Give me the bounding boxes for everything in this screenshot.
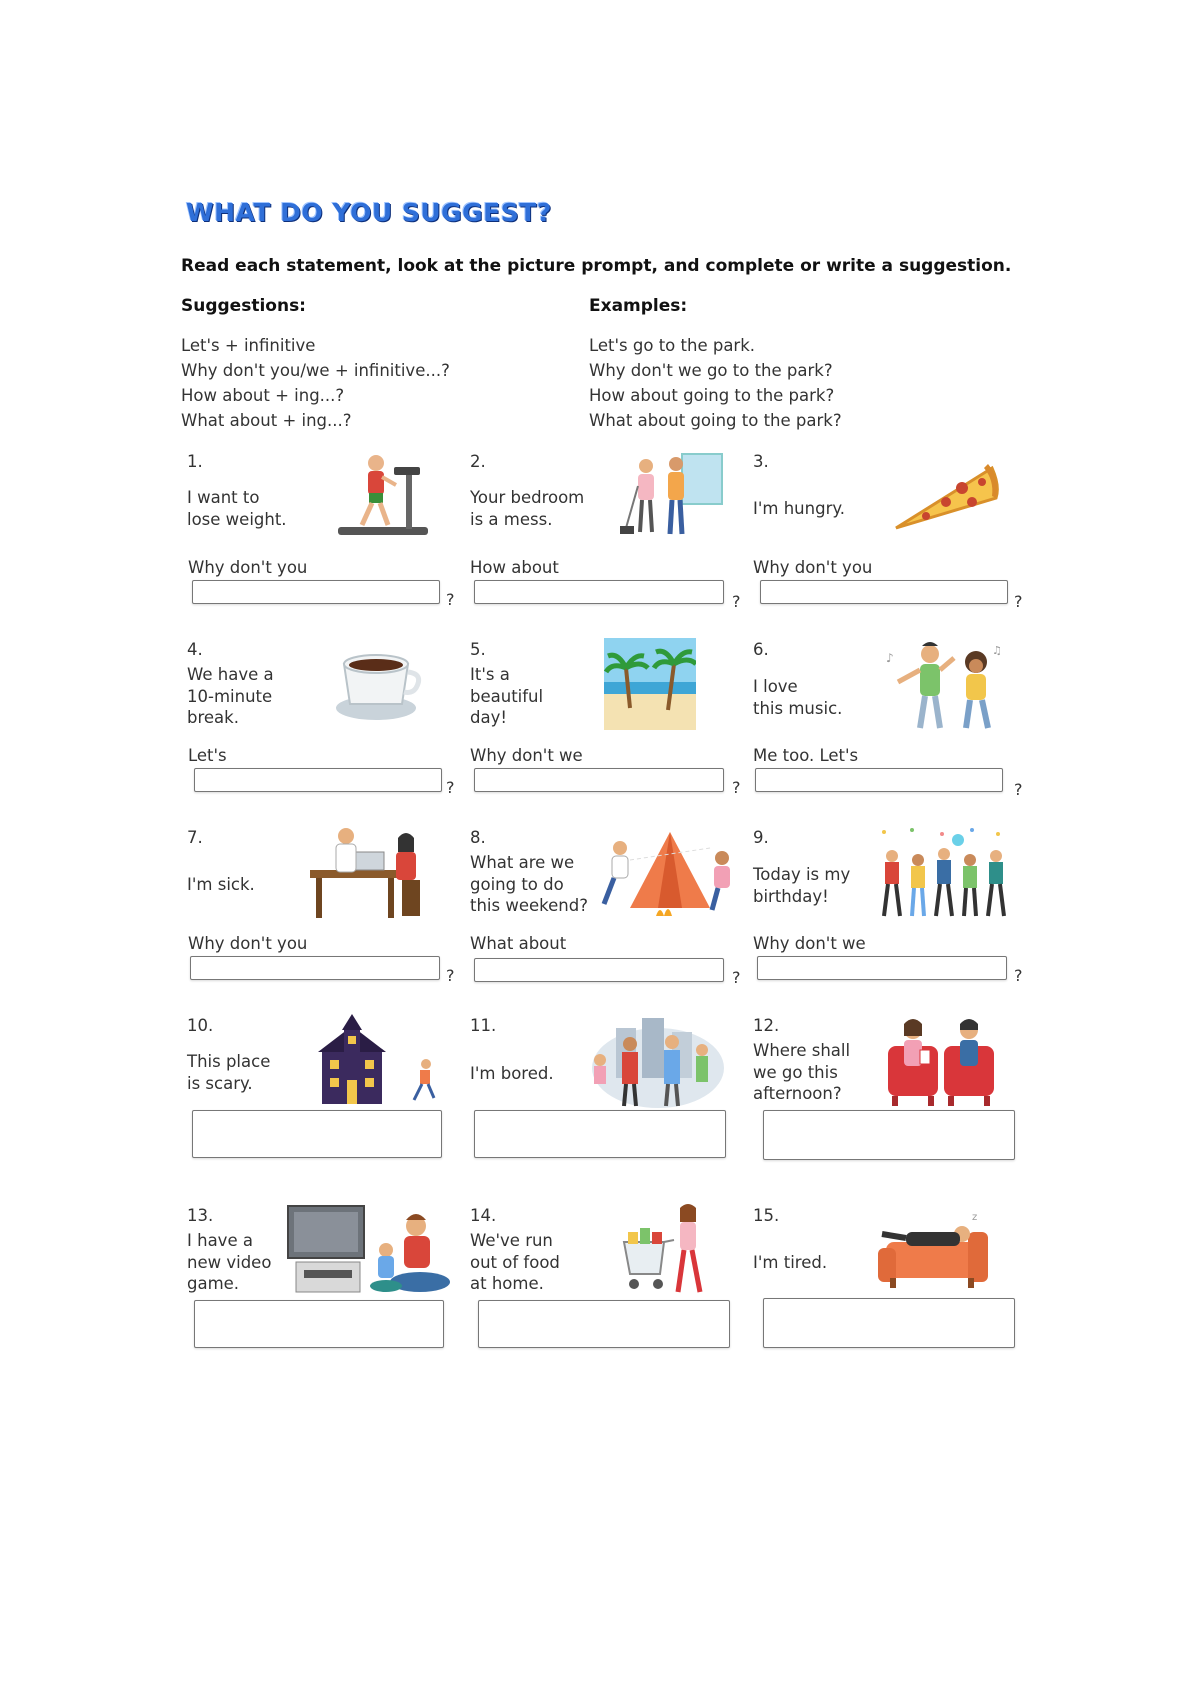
item-number: 2. [470,452,486,471]
item-statement: I want to lose weight. [187,488,287,529]
question-mark: ? [1014,592,1023,611]
suggestion-line: What about + ing...? [181,411,352,430]
svg-text:z: z [972,1212,978,1223]
suggestion-line: Why don't you/we + infinitive...? [181,361,450,380]
item-prompt: Why don't we [470,746,583,765]
instruction-text: Read each statement, look at the picture prompt, and complete or write a suggestion. [181,256,1012,276]
question-mark: ? [446,966,455,985]
item-statement: I love this music. [753,677,843,718]
example-line: Let's go to the park. [589,336,756,355]
sofa-icon [876,1208,990,1290]
item-statement: I'm bored. [470,1064,554,1083]
item-number: 13. [187,1206,214,1225]
item-number: 11. [470,1016,497,1035]
examples-heading: Examples: [589,296,688,316]
party-icon [872,826,1010,922]
answer-box-7[interactable] [190,956,440,980]
item-number: 9. [753,828,769,847]
item-number: 8. [470,828,486,847]
answer-box-5[interactable] [474,768,724,792]
shopping-cart-icon [620,1202,716,1298]
question-mark: ? [446,590,455,609]
item-prompt: Why don't you [753,558,873,577]
examples-list [589,333,842,433]
worksheet-title: WHAT DO YOU SUGGEST? [186,198,552,227]
suggestion-line: Let's + infinitive [181,336,316,355]
beach-icon [604,638,696,730]
question-mark: ? [1014,780,1023,799]
item-statement: I'm hungry. [753,499,846,518]
answer-box-14[interactable] [478,1300,730,1348]
pizza-icon [892,458,1000,532]
svg-text:♫: ♫ [992,644,1002,657]
item-statement: We've run out of food at home. [470,1231,560,1293]
item-prompt: Why don't you [188,558,308,577]
item-prompt: Why don't you [188,934,308,953]
example-line: What about going to the park? [589,411,842,430]
item-number: 15. [753,1206,780,1225]
item-statement: Your bedroom is a mess. [470,488,585,529]
answer-box-12[interactable] [763,1110,1015,1160]
svg-text:♪: ♪ [886,651,894,665]
answer-box-8[interactable] [474,958,724,982]
item-number: 12. [753,1016,780,1035]
treadmill-icon [336,449,434,541]
family-city-icon [586,1014,726,1110]
example-line: How about going to the park? [589,386,835,405]
doctor-icon [306,826,426,922]
cleaning-icon [618,452,724,542]
camping-icon [600,828,742,920]
item-statement: I have a new video game. [187,1231,272,1293]
suggestions-list [181,333,450,433]
item-prompt: Me too. Let's [753,746,859,765]
answer-box-2[interactable] [474,580,724,604]
item-statement: We have a 10-minute break. [187,665,274,727]
item-number: 3. [753,452,769,471]
suggestions-heading: Suggestions: [181,296,306,316]
item-statement: What are we going to do this weekend? [470,853,588,915]
question-mark: ? [732,968,741,987]
item-number: 7. [187,828,203,847]
answer-box-15[interactable] [763,1298,1015,1348]
answer-box-3[interactable] [760,580,1008,604]
item-number: 6. [753,640,769,659]
answer-box-9[interactable] [757,956,1007,980]
item-statement: Where shall we go this afternoon? [753,1041,851,1103]
item-number: 10. [187,1016,214,1035]
item-number: 4. [187,640,203,659]
dancing-icon [880,640,1002,732]
question-mark: ? [732,778,741,797]
item-number: 1. [187,452,203,471]
question-mark: ? [732,592,741,611]
item-prompt: What about [470,934,567,953]
answer-box-6[interactable] [755,768,1003,792]
video-game-icon [286,1204,456,1296]
answer-box-1[interactable] [192,580,440,604]
question-mark: ? [446,778,455,797]
suggestion-line: How about + ing...? [181,386,345,405]
item-number: 5. [470,640,486,659]
cinema-icon [886,1016,998,1108]
coffee-cup-icon [334,648,426,722]
item-prompt: How about [470,558,559,577]
item-statement: It's a beautiful day! [470,665,544,727]
answer-box-4[interactable] [194,768,442,792]
example-line: Why don't we go to the park? [589,361,833,380]
item-prompt: Why don't we [753,934,866,953]
item-statement: I'm tired. [753,1253,828,1272]
item-prompt: Let's [188,746,227,765]
item-statement: I'm sick. [187,875,255,894]
question-mark: ? [1014,966,1023,985]
answer-box-13[interactable] [194,1300,444,1348]
answer-box-11[interactable] [474,1110,726,1158]
item-statement: Today is my birthday! [753,865,851,906]
haunted-house-icon [314,1014,444,1106]
item-number: 14. [470,1206,497,1225]
answer-box-10[interactable] [192,1110,442,1158]
item-statement: This place is scary. [187,1052,271,1093]
